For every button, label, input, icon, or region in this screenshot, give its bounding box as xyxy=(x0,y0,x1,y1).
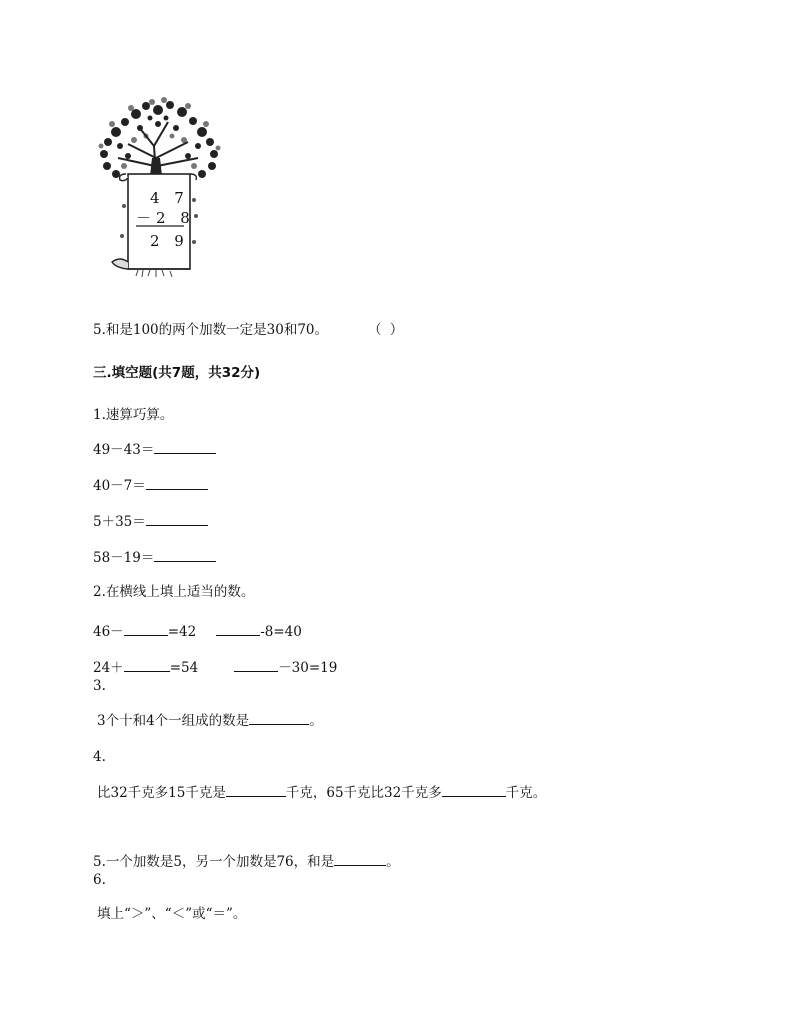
calc-item-2 xyxy=(93,476,208,495)
calc-item-3 xyxy=(93,512,208,531)
fill-row-1 xyxy=(93,622,302,641)
answer-blank[interactable] xyxy=(146,476,208,490)
problem-1-title: 1.速算巧算。 xyxy=(93,407,174,423)
subtrahend-digits: －2 8 xyxy=(136,209,195,227)
answer-blank[interactable] xyxy=(226,783,286,797)
expr-suffix: -8=40 xyxy=(260,624,302,640)
fill-row-2 xyxy=(93,658,337,677)
difference-digits: 2 9 xyxy=(150,232,189,250)
expr-suffix: =54 xyxy=(169,660,199,676)
answer-blank[interactable] xyxy=(124,658,170,672)
expr-prefix: 24＋ xyxy=(93,660,124,676)
answer-blank[interactable] xyxy=(334,852,386,866)
problem-5-text xyxy=(93,852,400,871)
answer-blank[interactable] xyxy=(249,711,309,725)
calc-expression: 58－19＝ xyxy=(93,550,155,566)
expr-suffix: －30=19 xyxy=(278,660,338,676)
answer-blank[interactable] xyxy=(154,440,216,454)
problem-6-text: 填上“＞”、“＜”或“＝”。 xyxy=(97,906,247,922)
answer-blank[interactable] xyxy=(234,658,278,672)
answer-blank[interactable] xyxy=(216,622,260,636)
problem-2-title: 2.在横线上填上适当的数。 xyxy=(93,584,255,600)
answer-blank[interactable] xyxy=(154,548,216,562)
section-title: 三.填空题(共7题，共32分) xyxy=(93,365,261,381)
problem-3-number: 3. xyxy=(93,678,106,694)
problem-4-number: 4. xyxy=(93,749,106,765)
calc-expression: 40－7＝ xyxy=(93,478,146,494)
question-text-part2: 千克，65千克比32千克多 xyxy=(285,785,442,801)
answer-blank[interactable] xyxy=(124,622,168,636)
question-text-part3: 千克。 xyxy=(505,785,547,801)
answer-blank[interactable] xyxy=(146,512,208,526)
calc-item-1 xyxy=(93,440,216,459)
question-suffix: 。 xyxy=(386,854,400,870)
judgement-question-5 xyxy=(93,321,405,339)
question-suffix: 。 xyxy=(309,713,323,729)
expr-prefix: 46－ xyxy=(93,624,124,640)
question-text-part1: 比32千克多15千克是 xyxy=(97,785,226,801)
minuend-digits: 4 7 xyxy=(150,189,189,207)
problem-3-text xyxy=(97,711,323,730)
calc-item-4 xyxy=(93,548,216,567)
question-text: 5.一个加数是5，另一个加数是76，和是 xyxy=(93,854,335,870)
calc-expression: 49－43＝ xyxy=(93,442,155,458)
answer-blank[interactable] xyxy=(442,783,506,797)
expr-suffix: =42 xyxy=(167,624,197,640)
question-text: 3个十和4个一组成的数是 xyxy=(97,713,250,729)
calc-expression: 5＋35＝ xyxy=(93,514,146,530)
problem-6-number: 6. xyxy=(93,872,106,888)
answer-parentheses[interactable]: （ ） xyxy=(368,322,406,338)
problem-4-text xyxy=(97,783,546,802)
question-text: 5.和是100的两个加数一定是30和70。 xyxy=(93,322,329,338)
heart-tree-illustration xyxy=(98,96,224,286)
